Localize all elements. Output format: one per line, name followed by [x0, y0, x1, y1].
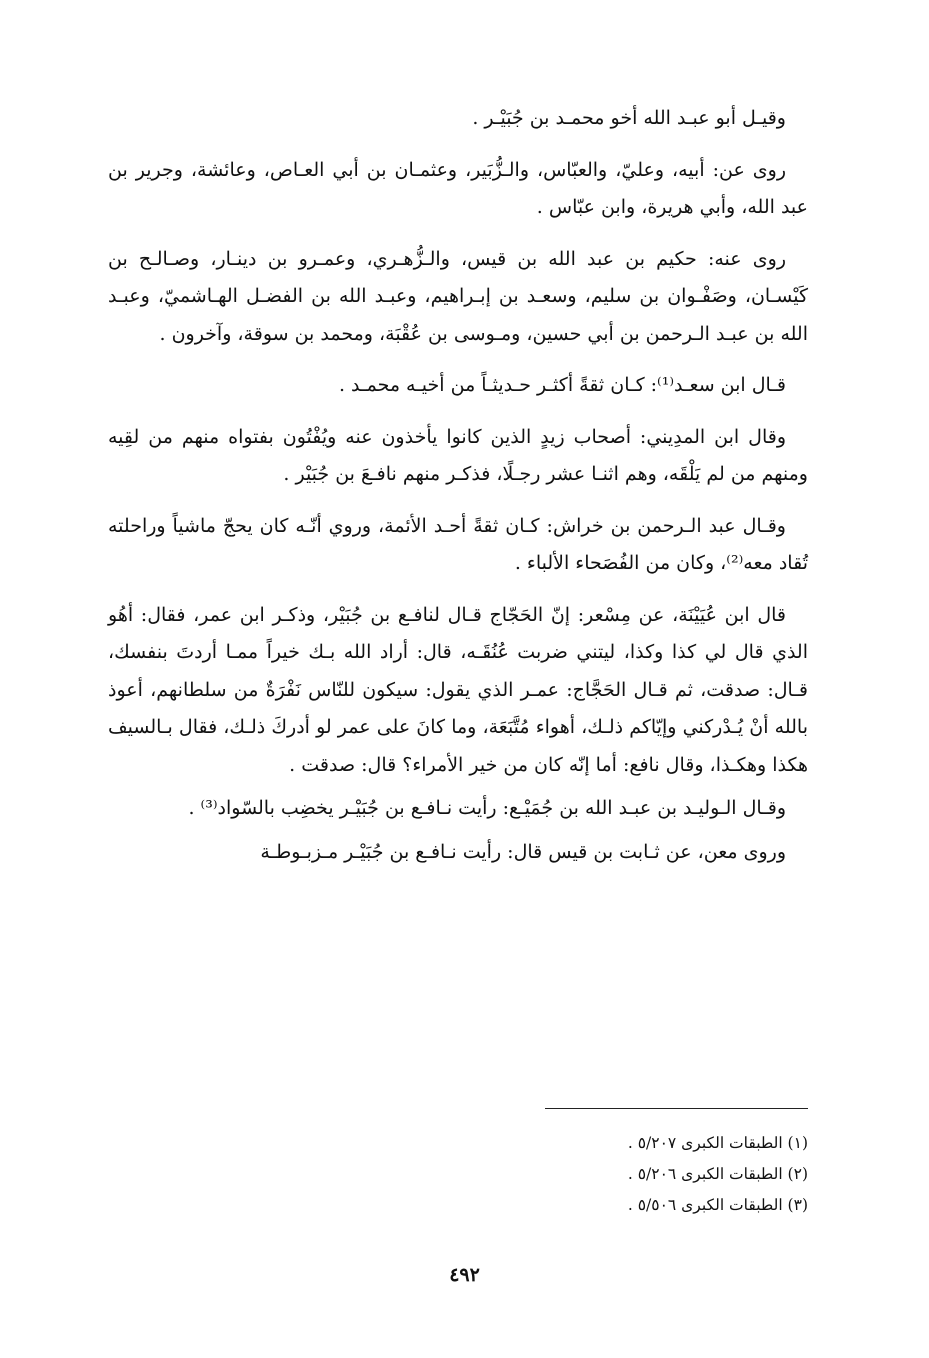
paragraph-ibn-al-madini: وقال ابن المدِيني: أصحاب زيدٍ الذين كانوا يأخذون عنه ويُفْتُون بفتواه منهم من لقِيه ومنهم من لم يَلْقَه، وهم اثنـا عشر رجـلًا، فذكـر منهم نافـعَ بن جُبَيْر .: [108, 425, 808, 485]
paragraph-ibn-khirash: وقـال عبد الـرحمن بن خراش: كـان ثقةً أحـد الأئمة، وروي أنّـه كان يحجّ ماشياً وراحلته تُقاد معه⁽²⁾، وكان من الفُصَحاء الألباء .: [108, 514, 808, 574]
paragraph-maan: وروى معن، عن ثـابت بن قيس قال: رأيت نـافـع بن جُبَيْـر مـزبـوطـة: [260, 840, 786, 863]
paragraph-kunya: وقيـل أبو عبـد الله أخو محمـد بن جُبَيْـر .: [472, 107, 786, 129]
paragraph-ibn-saad: قـال ابن سعـد⁽¹⁾: كـان ثقةً أكثـر حـديثـاً من أخيـه محمـد .: [338, 374, 786, 396]
footnote-3: (٣) الطبقات الكبرى ٥/٥٠٦ .: [627, 1196, 808, 1214]
footnotes: [108, 1128, 808, 1221]
footnote-2: (٢) الطبقات الكبرى ٥/٢٠٦ .: [627, 1165, 808, 1183]
footnote-separator: [545, 1108, 808, 1109]
paragraph-narrated-from: روى عن: أبيه، وعليّ، والعبّاس، والـزُّبَير، وعثمـان بن أبي العـاص، وعائشة، وجرير بن عبد الله، وأبي هريرة، وابن عبّاس .: [108, 158, 808, 218]
paragraph-ibn-uyayna: قال ابن عُيَيْنَة، عن مِسْعر: إنّ الحَجّاج قـال لنافـع بن جُبَيْر، وذكـر ابن عمر، فقال: أهُو الذي قال لي كذا وكذا، ليتني ضربت عُنُقَـه، قال: أراد الله بـك خيراً ممـا أردتَ بنفسك، قـال: صدقت، ثم قـال الحَجَّاج: عمـر الذي يقول: سيكون للنّاس نَفْرَةٌ من سلطانهم، أعوذ بالله أنْ يُـدْركني وإيّاكم ذلـك، أهواء مُتَّبَعَة، وما كانَ على عمر لو أدركَ ذلـك، فقال بـالسيف هكذا وهكـذا، وقال نافع: أما إنّه كان من خير الأمراء؟ قال: صدقت .: [108, 603, 808, 776]
main-text: [108, 100, 808, 877]
paragraph-walid: وقـال الـوليـد بن عبـد الله بن جُمَيْـع: رأيت نـافـع بن جُبَيْـر يخضِب بالسّواد⁽³⁾ .: [188, 797, 786, 819]
paragraph-narrated-by: روى عنه: حكيم بن عبد الله بن قيس، والـزُّهـري، وعمـرو بن دينـار، وصـالـح بن كَيْسـان، وصَفْـوان بن سليم، وسعـد بن إبـراهيم، وعبـد الله بن الفضـل الهـاشميّ، وعبـد الله بن عبـد الـرحمن بن أبي حسين، ومـوسى بن عُقْبَة، ومحمد بن سوقة، وآخرون .: [108, 247, 808, 345]
page-number: ٤٩٢: [449, 1264, 480, 1286]
footnote-1: (١) الطبقات الكبرى ٥/٢٠٧ .: [627, 1134, 808, 1152]
